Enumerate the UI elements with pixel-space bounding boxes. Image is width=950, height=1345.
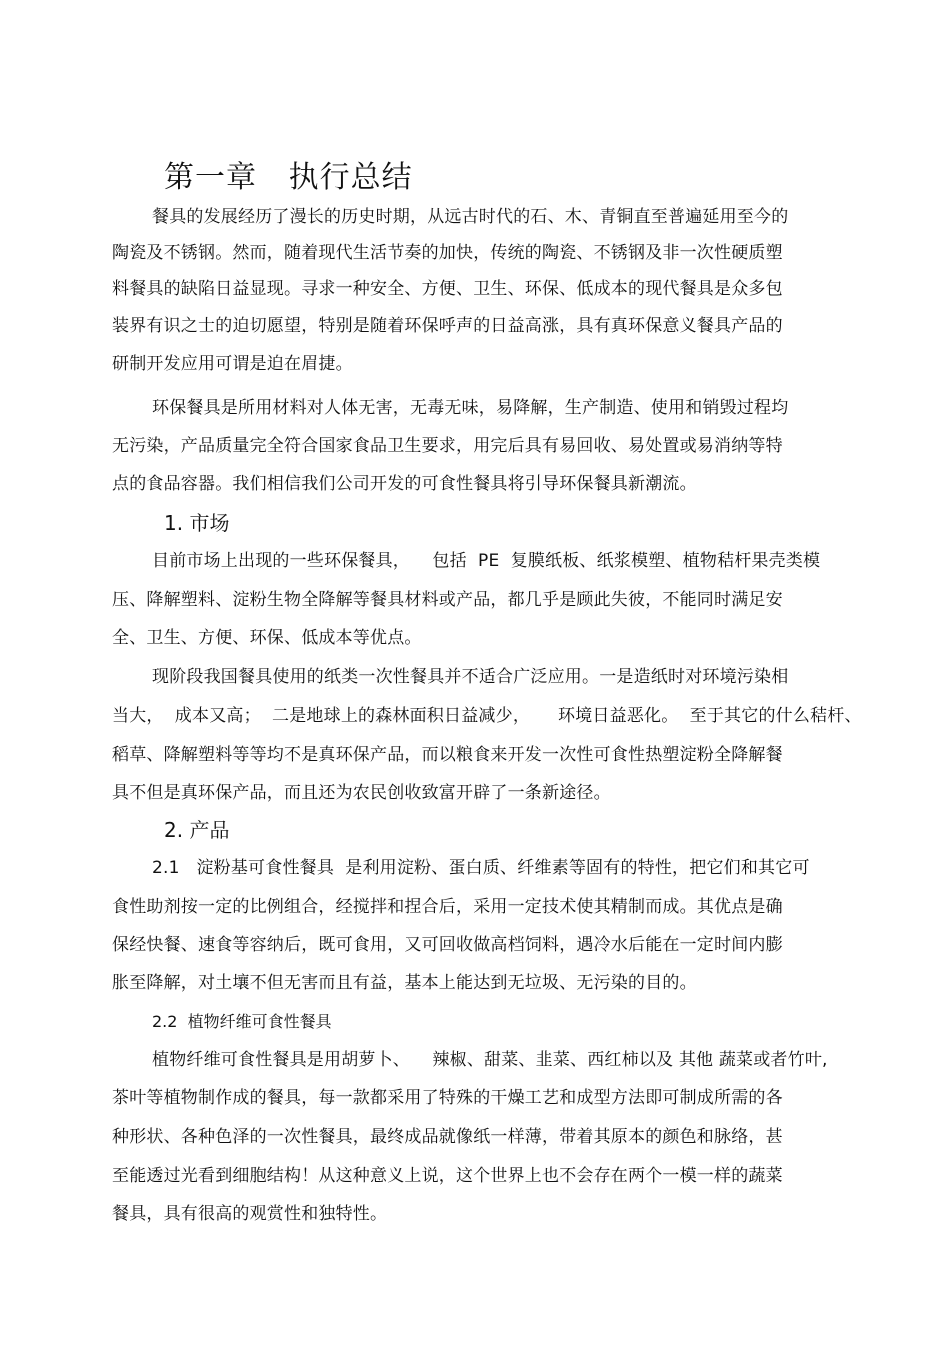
subsection-heading-22: 2.2 植物纤维可食性餐具 — [152, 1012, 332, 1031]
paragraph-line: 保经快餐、速食等容纳后，既可食用，又可回收做高档饲料，遇冷水后能在一定时间内膨 — [112, 935, 783, 955]
paragraph-line: 餐具的发展经历了漫长的历史时期，从远古时代的石、木、青铜直至普遍延用至今的 — [152, 207, 789, 227]
paragraph-line: 种形状、各种色泽的一次性餐具，最终成品就像纸一样薄，带着其原本的颜色和脉络，甚 — [112, 1127, 783, 1147]
paragraph-line: 稻草、降解塑料等等均不是真环保产品，而以粮食来开发一次性可食性热塑淀粉全降解餐 — [112, 745, 783, 765]
paragraph-line: 胀至降解，对土壤不但无害而且有益，基本上能达到无垃圾、无污染的目的。 — [112, 973, 697, 993]
paragraph-line: 研制开发应用可谓是迫在眉捷。 — [112, 354, 353, 374]
paragraph-line: 2.1 淀粉基可食性餐具 是利用淀粉、蛋白质、纤维素等固有的特性，把它们和其它可 — [152, 858, 810, 878]
paragraph-line: 全、卫生、方便、环保、低成本等优点。 — [112, 628, 422, 648]
paragraph-line: 环保餐具是所用材料对人体无害，无毒无味，易降解，生产制造、使用和销毁过程均 — [152, 398, 789, 418]
paragraph-line: 无污染，产品质量完全符合国家食品卫生要求，用完后具有易回收、易处置或易消纳等特 — [112, 436, 783, 456]
paragraph-line: 至能透过光看到细胞结构！从这种意义上说，这个世界上也不会存在两个一模一样的蔬菜 — [112, 1166, 783, 1186]
paragraph-line: 当大， 成本又高； 二是地球上的森林面积日益减少， 环境日益恶化。 至于其它的什么秸杆、 — [112, 706, 862, 726]
paragraph-line: 目前市场上出现的一些环保餐具， 包括 PE 复膜纸板、纸浆模塑、植物秸杆果壳类模 — [152, 551, 821, 571]
section-heading-market: 1. 市场 — [164, 511, 230, 535]
paragraph-line: 装界有识之士的迫切愿望，特别是随着环保呼声的日益高涨，具有真环保意义餐具产品的 — [112, 316, 783, 336]
paragraph-line: 餐具，具有很高的观赏性和独特性。 — [112, 1204, 388, 1224]
paragraph-line: 现阶段我国餐具使用的纸类一次性餐具并不适合广泛应用。一是造纸时对环境污染相 — [152, 667, 789, 687]
paragraph-line: 点的食品容器。我们相信我们公司开发的可食性餐具将引导环保餐具新潮流。 — [112, 474, 697, 494]
section-heading-product: 2. 产品 — [164, 818, 230, 842]
paragraph-line: 茶叶等植物制作成的餐具，每一款都采用了特殊的干燥工艺和成型方法即可制成所需的各 — [112, 1088, 783, 1108]
paragraph-line: 植物纤维可食性餐具是用胡萝卜、 辣椒、甜菜、韭菜、西红柿以及 其他 蔬菜或者竹叶, — [152, 1050, 828, 1070]
paragraph-line: 陶瓷及不锈钢。然而，随着现代生活节奏的加快，传统的陶瓷、不锈钢及非一次性硬质塑 — [112, 243, 783, 263]
paragraph-line: 具不但是真环保产品，而且还为农民创收致富开辟了一条新途径。 — [112, 783, 611, 803]
chapter-title: 第一章 执行总结 — [164, 160, 413, 195]
paragraph-line: 压、降解塑料、淀粉生物全降解等餐具材料或产品，都几乎是顾此失彼，不能同时满足安 — [112, 590, 783, 610]
paragraph-line: 食性助剂按一定的比例组合，经搅拌和捏合后，采用一定技术使其精制而成。其优点是确 — [112, 897, 783, 917]
paragraph-line: 料餐具的缺陷日益显现。寻求一种安全、方便、卫生、环保、低成本的现代餐具是众多包 — [112, 279, 783, 299]
